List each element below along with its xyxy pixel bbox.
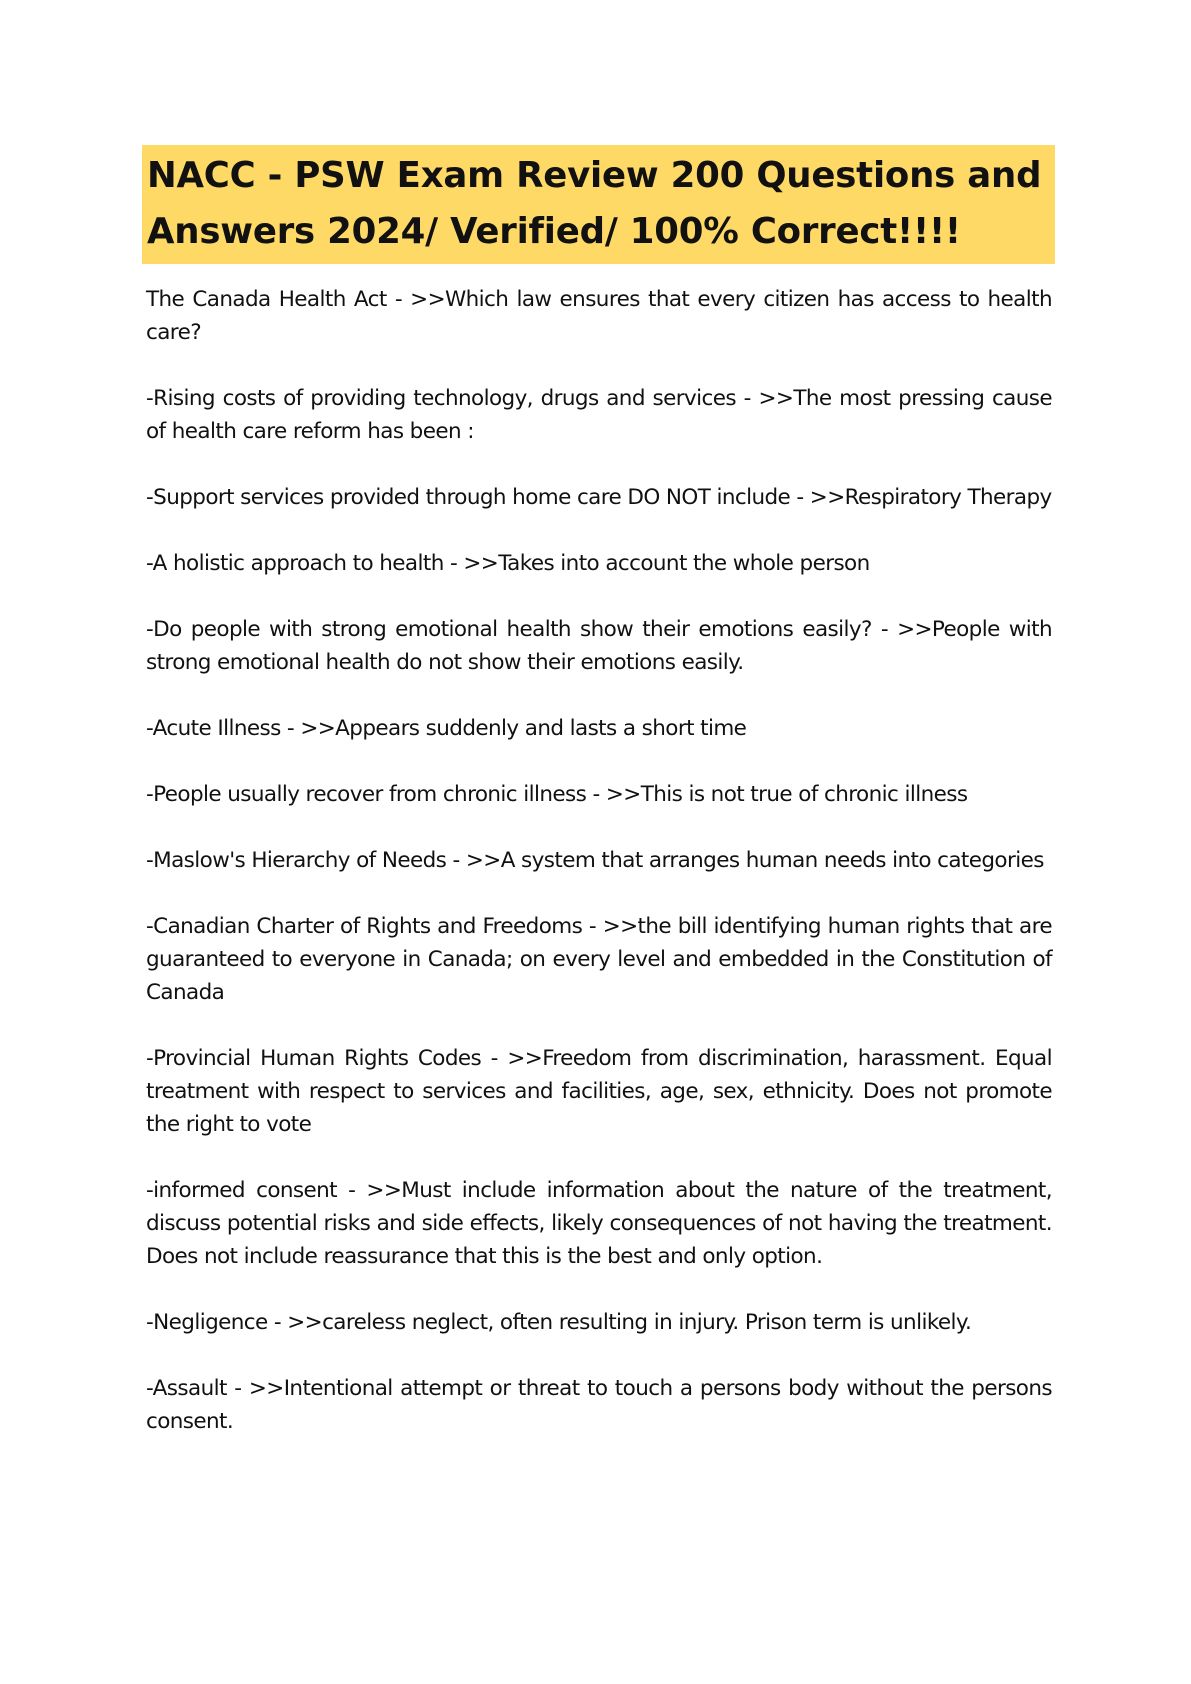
question-text: -Negligence - xyxy=(146,1310,288,1335)
question-text: -Maslow's Hierarchy of Needs - xyxy=(146,848,466,873)
qa-item xyxy=(146,547,1052,580)
qa-list xyxy=(146,283,1052,1471)
answer-text: >>The most pressing cause of health care reform has been : xyxy=(146,386,1052,444)
qa-item xyxy=(146,382,1052,448)
question-text: -Assault - xyxy=(146,1376,249,1401)
question-text: -Canadian Charter of Rights and Freedoms - xyxy=(146,914,603,939)
qa-item xyxy=(146,1174,1052,1273)
answer-text: >>People with strong emotional health do not show their emotions easily. xyxy=(146,617,1052,675)
answer-text: >>Appears suddenly and lasts a short time xyxy=(300,716,747,741)
answer-text: >>Intentional attempt or threat to touch a persons body without the persons consent. xyxy=(146,1376,1052,1434)
qa-item xyxy=(146,844,1052,877)
answer-text: >>This is not true of chronic illness xyxy=(605,782,968,807)
answer-text: >>Which law ensures that every citizen has access to health care? xyxy=(146,287,1052,345)
answer-text: >>A system that arranges human needs into categories xyxy=(465,848,1044,873)
question-text: -A holistic approach to health - xyxy=(146,551,464,576)
title-highlight xyxy=(142,145,1055,264)
question-text: -People usually recover from chronic illness - xyxy=(146,782,606,807)
question-text: The Canada Health Act - xyxy=(146,287,411,312)
qa-item xyxy=(146,1306,1052,1339)
question-text: -Do people with strong emotional health show their emotions easily? - xyxy=(146,617,898,642)
qa-item xyxy=(146,778,1052,811)
qa-item xyxy=(146,1042,1052,1141)
question-text: -informed consent - xyxy=(146,1178,367,1203)
qa-item xyxy=(146,1372,1052,1438)
document-title: NACC - PSW Exam Review 200 Questions and Answers 2024/ Verified/ 100% Correct!!!! xyxy=(147,155,1042,252)
qa-item xyxy=(146,481,1052,514)
question-text: -Support services provided through home care DO NOT include - xyxy=(146,485,810,510)
answer-text: >>Freedom from discrimination, harassment. Equal treatment with respect to services and facilities, age, sex, ethnicity. Does not promote the right to vote xyxy=(146,1046,1052,1137)
answer-text: >>Must include information about the nature of the treatment, discuss potential risks and side effects, likely consequences of not having the treatment. Does not include reassurance that this is the best and only option. xyxy=(146,1178,1052,1269)
answer-text: >>careless neglect, often resulting in injury. Prison term is unlikely. xyxy=(287,1310,972,1335)
qa-item xyxy=(146,910,1052,1009)
qa-item xyxy=(146,613,1052,679)
question-text: -Rising costs of providing technology, drugs and services - xyxy=(146,386,759,411)
qa-item xyxy=(146,712,1052,745)
question-text: -Acute Illness - xyxy=(146,716,301,741)
answer-text: >>the bill identifying human rights that are guaranteed to everyone in Canada; on every level and embedded in the Constitution of Canada xyxy=(146,914,1052,1005)
question-text: -Provincial Human Rights Codes - xyxy=(146,1046,508,1071)
answer-text: >>Respiratory Therapy xyxy=(809,485,1052,510)
answer-text: >>Takes into account the whole person xyxy=(463,551,870,576)
qa-item xyxy=(146,283,1052,349)
